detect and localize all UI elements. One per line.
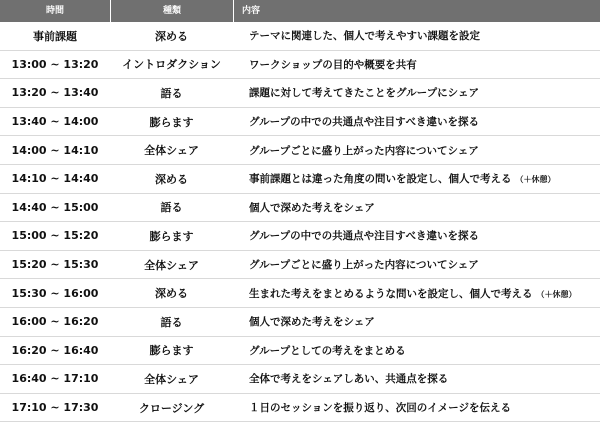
header-time: 時間 [45, 6, 64, 16]
time-cell: 15:00 ~ 15:20 [11, 229, 99, 243]
content-text: 生まれた考えをまとめるような問いを設定し、個人で考える [249, 287, 533, 300]
content-text: １日のセッションを振り返り、次回のイメージを伝える [249, 402, 511, 415]
content-cell [233, 286, 600, 301]
time-cell: 15:30 ~ 16:00 [11, 286, 99, 300]
content-text: 事前課題とは違った角度の問いを設定し、個人で考える [249, 173, 512, 186]
content-cell [233, 28, 600, 43]
time-cell: 13:40 ~ 14:00 [11, 115, 99, 129]
type-cell: 深める [155, 172, 188, 186]
type-cell: 膨らます [149, 115, 194, 129]
break-note: （＋休憩） [536, 289, 577, 299]
table-row [0, 108, 600, 137]
table-row [0, 165, 600, 194]
time-cell: 16:20 ~ 16:40 [11, 343, 99, 357]
content-text: グループの中での共通点や注目すべき違いを探る [249, 230, 479, 243]
type-cell: 深める [155, 287, 188, 301]
time-cell: 事前課題 [33, 29, 77, 43]
table-row [0, 51, 600, 80]
table-row [0, 22, 600, 51]
table-row [0, 279, 600, 308]
table-row [0, 251, 600, 280]
time-cell: 15:20 ~ 15:30 [11, 258, 99, 272]
table-header [0, 0, 600, 22]
table-row [0, 337, 600, 366]
time-cell: 16:00 ~ 16:20 [11, 315, 99, 329]
content-text: グループごとに盛り上がった内容についてシェア [249, 259, 479, 272]
type-cell: 語る [160, 315, 183, 329]
content-text: 個人で深めた考えをシェア [249, 316, 375, 329]
time-cell: 17:10 ~ 17:30 [11, 401, 99, 415]
table-body [0, 22, 600, 422]
table-row [0, 136, 600, 165]
table-row [0, 79, 600, 108]
type-cell: 全体シェア [144, 372, 199, 386]
content-text: 全体で考えをシェアしあい、共通点を探る [249, 373, 449, 386]
type-cell: 全体シェア [144, 258, 199, 272]
type-cell: クロージング [138, 401, 205, 415]
time-cell: 14:00 ~ 14:10 [11, 143, 99, 157]
header-type: 種類 [162, 6, 181, 16]
content-cell [233, 257, 600, 272]
header-content: 内容 [242, 6, 261, 16]
content-text: 個人で深めた考えをシェア [249, 201, 375, 214]
content-cell [233, 57, 600, 72]
content-text: テーマに関連した、個人で考えやすい課題を設定 [249, 30, 480, 43]
content-cell [233, 114, 600, 129]
type-cell: 膨らます [149, 229, 194, 243]
time-cell: 13:20 ~ 13:40 [11, 86, 99, 100]
content-cell [233, 228, 600, 243]
content-cell [233, 400, 600, 415]
table-row [0, 308, 600, 337]
content-text: グループとしての考えをまとめる [249, 344, 406, 357]
type-cell: 語る [160, 201, 183, 215]
content-text: グループの中での共通点や注目すべき違いを探る [249, 116, 479, 129]
type-cell: イントロダクション [122, 58, 221, 72]
content-cell [233, 371, 600, 386]
content-cell [233, 171, 600, 186]
table-row [0, 194, 600, 223]
content-text: ワークショップの目的や概要を共有 [249, 58, 417, 71]
content-cell [233, 200, 600, 215]
time-cell: 16:40 ~ 17:10 [11, 372, 99, 386]
content-cell [233, 143, 600, 158]
table-row [0, 222, 600, 251]
type-cell: 語る [160, 86, 183, 100]
content-cell [233, 85, 600, 100]
content-text: グループごとに盛り上がった内容についてシェア [249, 144, 479, 157]
time-cell: 14:40 ~ 15:00 [11, 200, 99, 214]
time-cell: 14:10 ~ 14:40 [11, 172, 99, 186]
content-text: 課題に対して考えてきたことをグループにシェア [249, 87, 479, 100]
type-cell: 深める [155, 29, 188, 43]
content-cell [233, 343, 600, 358]
break-note: （＋休憩） [515, 175, 556, 185]
table-row [0, 394, 600, 423]
time-cell: 13:00 ~ 13:20 [11, 57, 99, 71]
table-row [0, 365, 600, 394]
type-cell: 膨らます [149, 344, 194, 358]
content-cell [233, 314, 600, 329]
type-cell: 全体シェア [144, 144, 199, 158]
